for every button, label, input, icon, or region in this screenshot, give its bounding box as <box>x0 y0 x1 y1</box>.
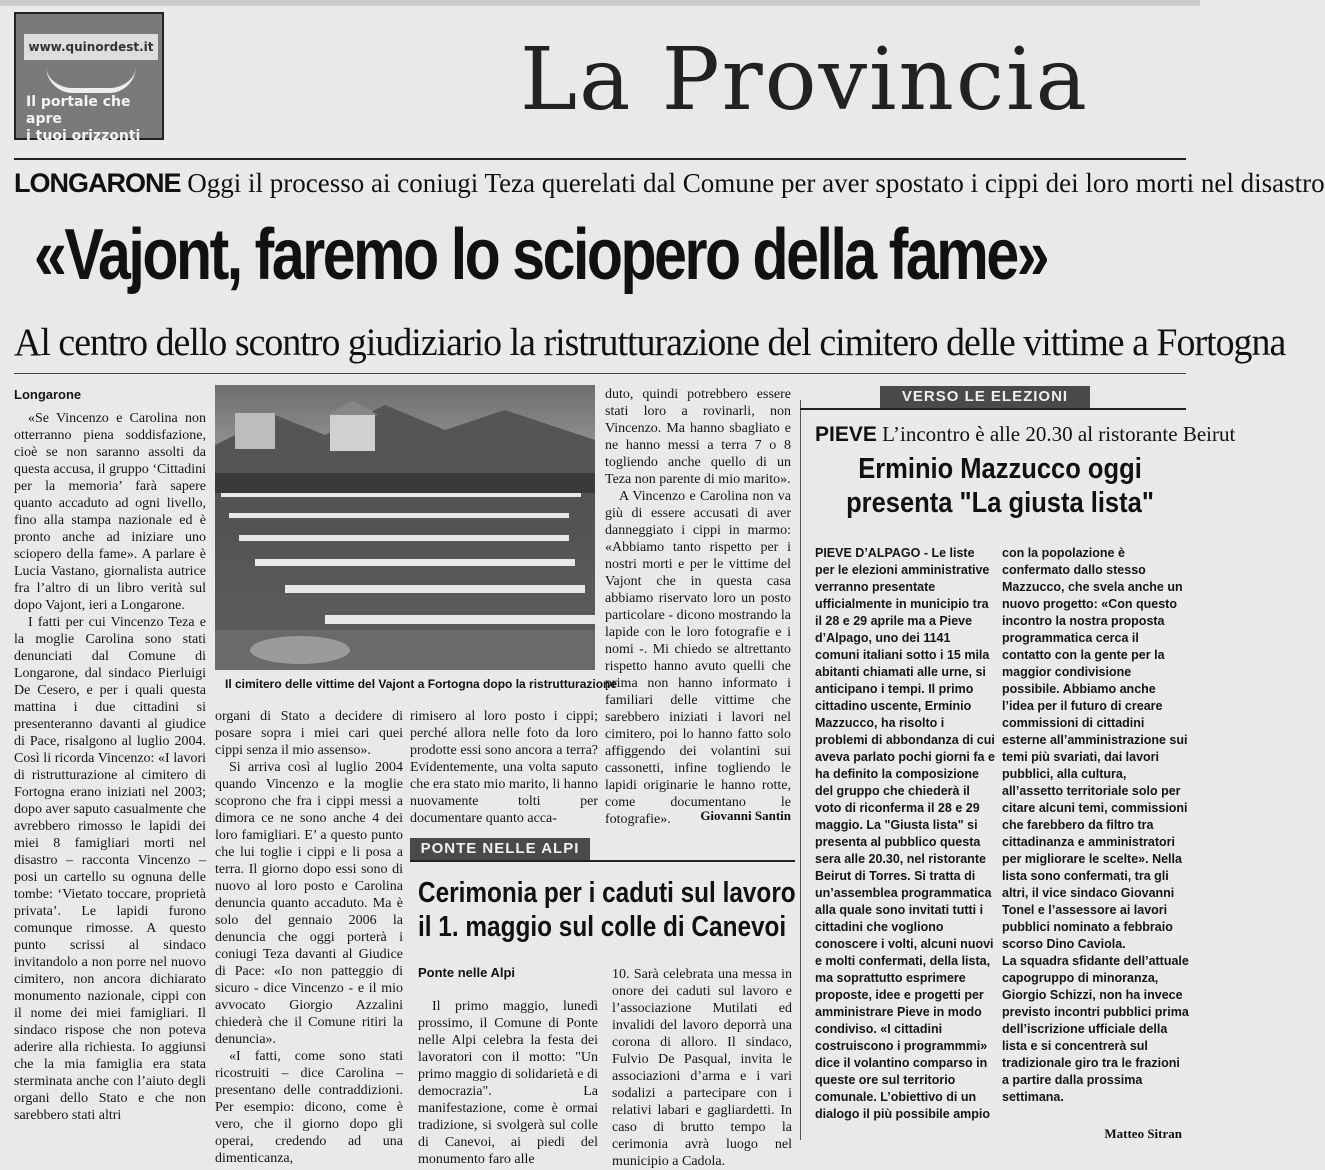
paragraph: I fatti per cui Vincenzo Teza e la moglie Carolina sono stati denunciati dal Comune di Longarone, dal sindaco Pierluigi De Cesero, e per i quali questa mattina i due cittadini si presenteranno davanti al giudice di Pace, risalgono al luglio 2004. Così li ricorda Vincenzo: «I lavori di ristrutturazione al cimitero di Fortogna erano iniziati nel 2003; dopo aver saputo casualmente che avrebbero rimosso le lapidi dei miei 8 famigliari morti nel disastro – racconta Vincenzo – posi un cartello su ognuna delle tombe: ‘Vietato toccare, proprietà privata’. Le lapidi furono comunque rimosse. A questo punto scrissi al sindaco invitandolo a non porre nel nuovo cimitero, non ancora dichiarato monumento nazionale, cippi con il nome dei miei famigliari. Il sindaco rispose che non poteva aderire alla richiesta. Io aggiunsi che la mia famiglia era stata sterminata anche con l’aiuto degli organi dello Stato e che non sarebbero stati altri <box>14 615 206 1123</box>
sidebar-headline-line1: Erminio Mazzucco oggi <box>858 453 1142 485</box>
ad-url[interactable]: www.quinordest.it <box>24 34 158 60</box>
paragraph: «I fatti, come sono stati ricostruiti – dice Carolina – presentano delle contraddizioni. Per esempio: dicono, come è vero, che il giorno dopo gli operai, credendo ad una dimenticanza, <box>215 1049 403 1166</box>
column-divider <box>800 400 801 1140</box>
main-article-column-2 <box>215 708 403 1166</box>
sidebar-kicker <box>815 420 1236 449</box>
sidebar-author: Matteo Sitran <box>1104 1126 1182 1141</box>
article-kicker <box>14 166 1325 200</box>
kicker-text: Oggi il processo ai coniugi Teza querelati dal Comune per aver spostato i cippi dei loro morti nel disastro <box>187 168 1325 198</box>
paragraph: A Vincenzo e Carolina non va giù di essere accusati di aver danneggiato i cippi in marmo: «Abbiamo tanto rispetto per i nostri morti e per le vittime del Vajont che in questa casa abbiamo riservato loro un posto particolare - dicono mostrando la lapide con le loro fotografie e i nomi -. Mi chiedo se altrettanto rispetto hanno avuto quelli che prima non hanno informato i familiari delle vittime che sarebbero iniziati i lavori nel cimitero, poi lo hanno fatto solo affiggendo dei volantini sui cassonetti, infine togliendo le lapidi originarie le hanno rotte, come documentano le fotografie». <box>605 489 791 827</box>
divider <box>14 373 1186 374</box>
ponte-column-1 <box>418 998 598 1167</box>
paragraph: PIEVE D’ALPAGO - Le liste per le elezioni amministrative verranno presentate ufficialmente in municipio tra il 28 e 29 aprile ma a Pieve d’Alpago, uno dei 1141 comuni italiani sotto i 15 mila abitanti chiamati alle urne, si anticipano i tempi. Il primo cittadino uscente, Erminio Mazzucco, ha risolto i problemi di abbondanza di cui aveva parlato pochi giorni fa e ha definito la composizione del gruppo che chiederà il voto di riconferma il 28 e 29 maggio. La "Giusta lista" si presenta al pubblico questa sera alle 20.30, nel ristorante Beirut di Torres. Si tratta di un’assemblea programmatica alla quale sono invitati tutti i cittadini che vogliono conoscere i volti, alcuni nuovi e molti confermati, della lista, ma soprattutto esprimere proposte, idee e progetti per amministrare Pieve in modo condiviso. «I cittadini costruiscono i programmmi» dice il volantino comparso in queste ore sul territorio comunale. L’obiettivo di un dialogo il più possibile ampio <box>815 546 995 1121</box>
kicker-place: LONGARONE <box>14 168 181 198</box>
quinordest-ad[interactable] <box>14 12 164 144</box>
divider <box>800 408 1186 410</box>
article-author: Giovanni Santin <box>700 808 791 823</box>
article-subhead: Al centro dello scontro giudiziario la ristrutturazione del cimitero delle vittime a Fortogna <box>14 321 1286 364</box>
newspaper-masthead: La Provincia <box>520 30 1089 130</box>
sidebar-column-1 <box>815 545 995 1135</box>
paragraph: con la popolazione è confermato dallo stesso Mazzucco, che svela anche un nuovo progetto: «Con questo incontro la nostra proposta programmatica cerca il contatto con la gente per la maggior condivisione possibile. Abbiamo anche l’idea per il futuro di creare commissioni di cittadini esterne all’amministrazione sui temi più svariati, dai lavori pubblici, alla cultura, all’assetto territoriale solo per citare alcuni temi, commissioni che farebbero da filtro tra cittadinanza e amministratori per migliorare le scelte». Nella lista sono confermati, tra gli altri, il vice sindaco Giovanni Tonel e l’assessore ai lavori pubblici nominato a febbraio scorso Dino Caviola. <box>1002 546 1188 951</box>
paragraph: duto, quindi potrebbero essere stati loro a rovinarli, non Vincenzo. Ma hanno sbagliato e ne hanno messi a terra 7 o 8 togliendo anche quello di un Teza non parente di mio marito». <box>605 387 791 487</box>
main-article-column-1 <box>14 386 206 1146</box>
paragraph: La squadra sfidante dell’attuale capogruppo di minoranza, Giorgio Schizzi, non ha invece previsto incontri pubblici prima dell’iscrizione ufficiale della lista e si concentrerà sul tradizionale giro tra le frazioni a partire dalla prossima settimana. <box>1002 954 1189 1104</box>
ponte-column-2 <box>612 966 792 1169</box>
paragraph: «Se Vincenzo e Carolina non otterranno piena soddisfazione, cioè se non saranno assolti da questa accusa, il gruppo ‘Cittadini per la memoria’ farà sapere quanto accaduto ad ogni livello, fino alla stampa nazionale ed è pronto anche ad iniziare uno sciopero della fame». A parlare è Lucia Vastano, giornalista autrice fra l’altro di un libro verità sul dopo Vajont, ieri a Longarone. <box>14 411 206 613</box>
paragraph: Il primo maggio, lunedì prossimo, il Comune di Ponte nelle Alpi celebra la festa dei lavoratori con il motto: "Un primo maggio di solidarietà e di democrazia". La manifestazione, come è ormai tradizione, si svolgerà sul colle di Canevoi, ai piedi del monumento faro alle <box>418 999 598 1167</box>
ponte-headline-line2: il 1. maggio sul colle di Canevoi <box>418 911 787 943</box>
sidebar-column-2 <box>1002 545 1190 1125</box>
divider <box>14 158 1186 160</box>
sidebar-kicker-text: L’incontro è alle 20.30 al ristorante Beirut <box>882 422 1236 446</box>
paragraph: rimisero al loro posto i cippi; perché allora nelle foto da loro prodotte essi sono ancora a terra? Evidentemente, una volta saputo che era stato mio marito, li hanno nuovamente tolti per documentare quanto acca- <box>410 709 598 826</box>
section-label-ponte: PONTE NELLE ALPI <box>410 838 590 860</box>
paragraph: 10. Sarà celebrata una messa in onore dei caduti sul lavoro e l’associazione Mutilati ed invalidi del lavoro deporrà una corona di alloro. Il sindaco, Fulvio De Pasqual, invita le associazioni d’arma e i vari sodalizi a partecipare con i relativi labari e gagliardetti. In caso di brutto tempo la cerimonia avrà luogo nel municipio a Cadola. <box>612 967 792 1169</box>
cemetery-photo-illustration <box>215 385 595 670</box>
sidebar-headline <box>833 452 1167 520</box>
divider <box>410 860 795 862</box>
page-top-strip <box>0 0 1200 6</box>
main-article-column-3 <box>410 708 598 836</box>
ponte-location: Ponte nelle Alpi <box>418 965 516 980</box>
ponte-headline-line1: Cerimonia per i caduti sul lavoro <box>418 877 796 909</box>
article-location: Longarone <box>14 387 82 402</box>
swoosh-icon <box>46 66 136 93</box>
article-headline: «Vajont, faremo lo sciopero della fame» <box>34 215 1048 295</box>
ad-slogan-line1: Il portale che apre <box>26 94 131 127</box>
sidebar-headline-line2: presenta "La giusta lista" <box>846 487 1154 519</box>
cemetery-photo <box>215 385 595 670</box>
section-label-elezioni: VERSO LE ELEZIONI <box>880 386 1090 408</box>
sidebar-kicker-place: PIEVE <box>815 423 877 446</box>
paragraph: Si arriva così al luglio 2004 quando Vincenzo e la moglie scoprono che fra i cippi messi a dimora ce ne sono anche 4 dei loro famigliari. E’ a questo punto che lui toglie i cippi e li posa a terra. Il giorno dopo essi sono di nuovo al loro posto e Carolina denuncia quanto accaduto. Ma è solo del gennaio 2006 la denuncia che oggi porterà i coniugi Teza davanti al Giudice di Pace: «Io non patteggio di sicuro - dice Vincenzo - e il mio avvocato Giorgio Azzalini chiederà che il Comune ritiri la denuncia». <box>215 760 403 1047</box>
paragraph: organi di Stato a decidere di posare sopra i miei cari quei cippi senza il mio assenso». <box>215 709 403 758</box>
ad-slogan <box>26 94 156 145</box>
photo-caption: Il cimitero delle vittime del Vajont a Fortogna dopo la ristrutturazione <box>225 677 618 691</box>
ad-slogan-line2: i tuoi orizzonti <box>26 128 141 144</box>
ponte-headline <box>418 876 796 944</box>
